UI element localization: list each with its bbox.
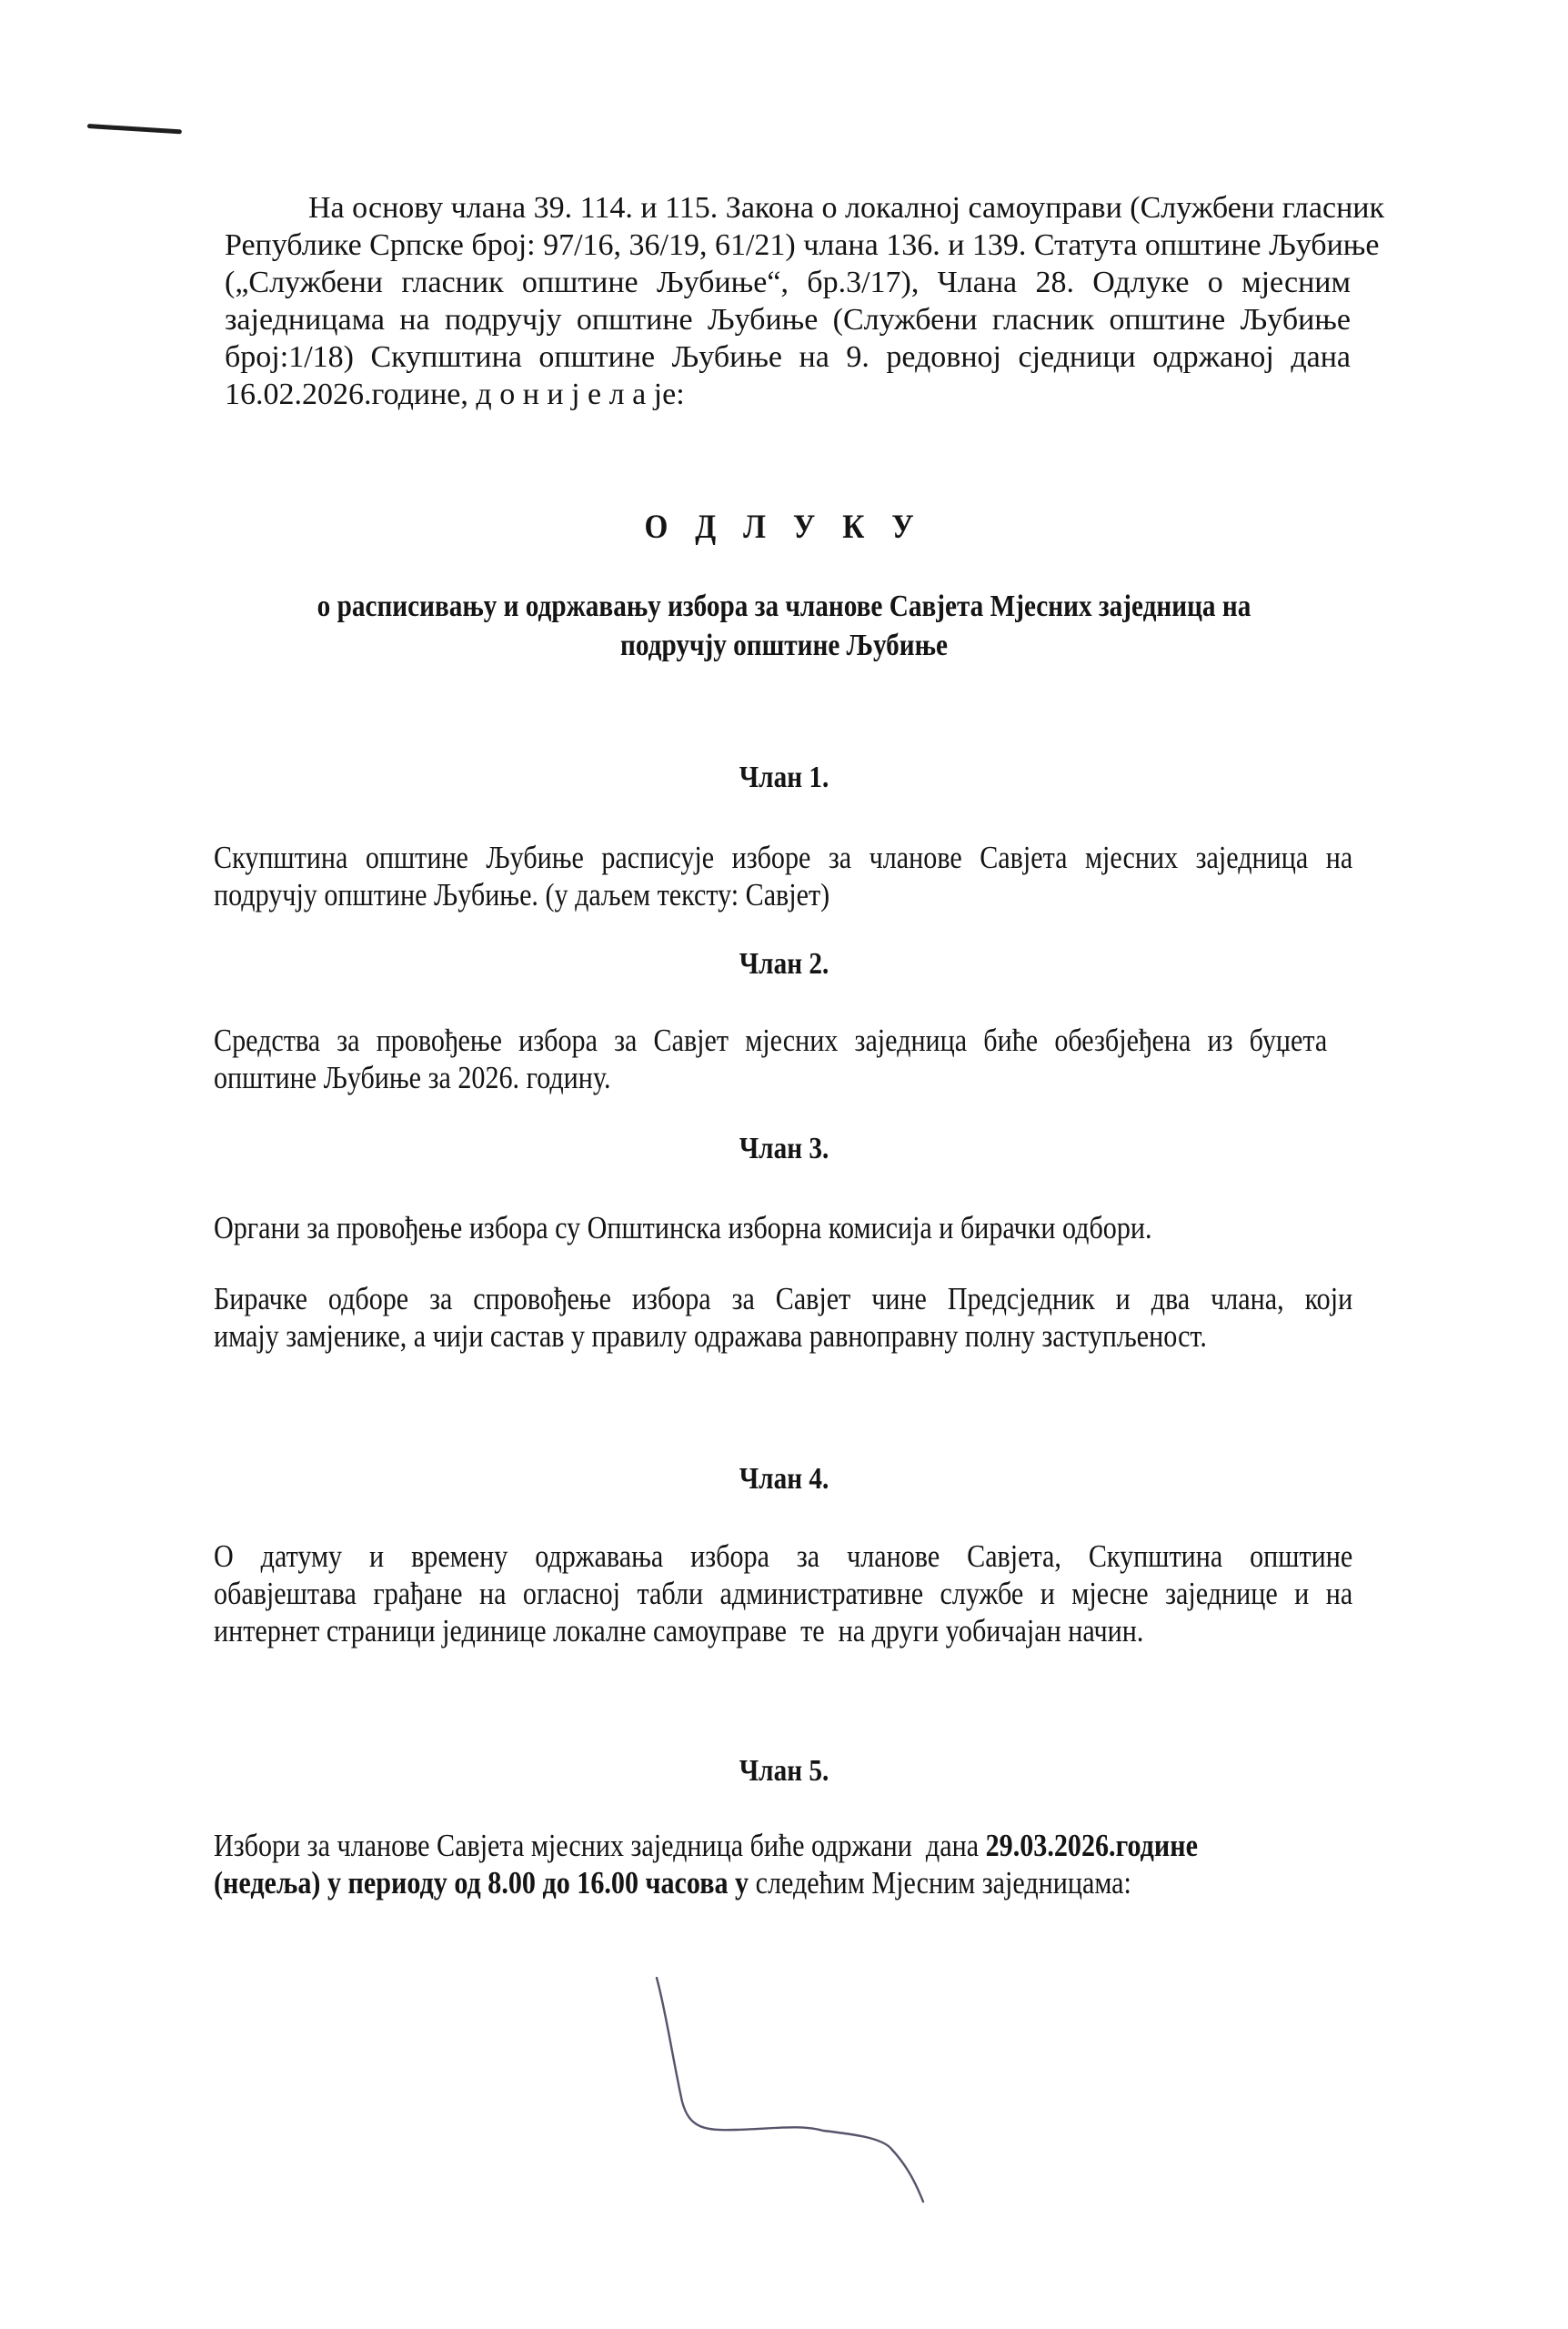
preamble-line: Републике Српске број: 97/16, 36/19, 61/21) члана 136. и 139. Статута општине Љубиње [225,228,1380,262]
preamble-line: заједницама на подручју општине Љубиње (Службени гласник општине Љубиње [225,303,1351,337]
preamble-line: број:1/18) Скупштина општине Љубиње на 9. редовној сједници одржаној дана [225,340,1351,374]
article-line: имају замјенике, а чији састав у правилу одражава равноправну полну заступљеност. [214,1318,1207,1354]
preamble-paragraph [225,189,1384,413]
article-2-heading: Члан 2. [739,947,829,981]
article-line [214,1864,1352,1901]
article-1-heading: Члан 1. [739,761,829,794]
article-4-heading: Члан 4. [739,1462,829,1496]
article-3-paragraph-2 [214,1280,1352,1355]
article-line: обавјештава грађане на огласној табли административне службе и мјесне заједнице и на [214,1576,1353,1611]
article-3-paragraph-1 [214,1209,1352,1246]
article-line [214,1827,1352,1864]
document-title: О Д Л У К У [644,509,924,546]
election-date: 29.03.2026.године [985,1828,1198,1863]
document-subtitle-line: подручју општине Љубиње [620,629,948,662]
preamble-line: На основу члана 39. 114. и 115. Закона о локалној самоуправи (Службени гласник [308,191,1384,225]
preamble-line: 16.02.2026.године, д о н и ј е л а је: [225,378,685,411]
article-line: Органи за провођење избора су Општинска изборна комисија и бирачки одбори. [214,1210,1152,1245]
document-subtitle-line: о расписивању и одржавању избора за чланове Савјета Мјесних заједница на [317,590,1251,623]
article-3-heading: Члан 3. [739,1132,829,1165]
article-line: Скупштина општине Љубиње расписује изборе за чланове Савјета мјесних заједница на [214,840,1353,875]
article-1-paragraph [214,839,1352,913]
article-line: О датуму и времену одржавања избора за чланове Савјета, Скупштина општине [214,1538,1353,1574]
article-2-paragraph [214,1022,1352,1096]
pen-mark-dash [87,124,182,134]
election-intro-text: Избори за чланове Савјета мјесних заједница биће одржани дана [214,1828,986,1863]
article-line: интернет страници јединице локалне самоуправе те на други уобичајан начин. [214,1613,1144,1648]
article-line: подручју општине Љубиње. (у даљем тексту: Савјет) [214,877,830,912]
article-line: Средства за провођење избора за Савјет мјесних заједница биће обезбјеђена из буџета [214,1023,1328,1058]
article-5-heading: Члан 5. [739,1754,829,1788]
article-line: Бирачке одборе за спровођење избора за Савјет чине Предсједник и два члана, који [214,1281,1353,1316]
article-5-paragraph [214,1827,1352,1901]
handwritten-curve-mark [618,1974,928,2211]
article-4-paragraph [214,1538,1352,1649]
election-period: (недеља) у периоду од 8.00 до 16.00 часова у [214,1865,756,1901]
article-line: општине Љубиње за 2026. годину. [214,1060,611,1095]
election-locations-text: следећим Мјесним заједницама: [755,1865,1131,1901]
preamble-line: („Службени гласник општине Љубиње“, бр.3/17), Члана 28. Одлуке о мјесним [225,266,1351,299]
